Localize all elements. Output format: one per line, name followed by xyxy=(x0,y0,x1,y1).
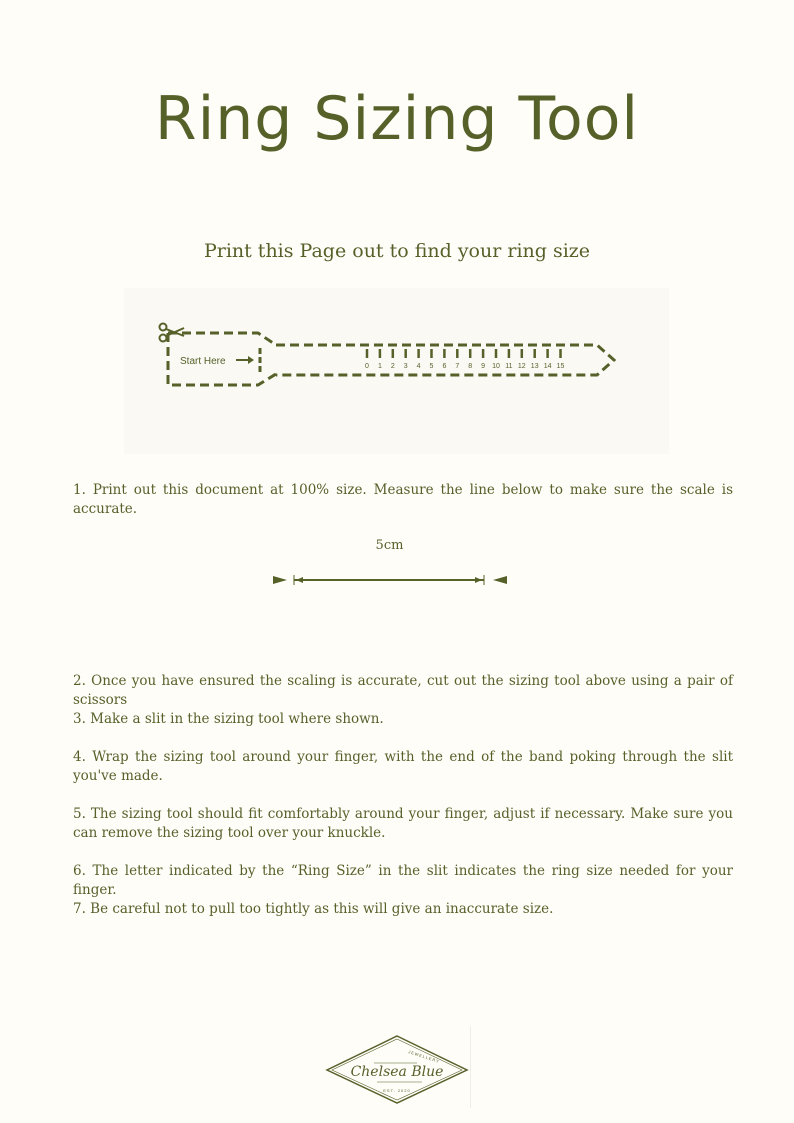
scale-number: 8 xyxy=(468,363,473,370)
measure-line xyxy=(270,568,510,592)
step-3: 3. Make a slit in the sizing tool where shown. xyxy=(73,711,384,727)
scale-number: 1 xyxy=(377,363,382,370)
step-7: 7. Be careful not to pull too tightly as this will give an inaccurate size. xyxy=(73,901,554,917)
scale-number: 10 xyxy=(492,363,500,370)
logo-top-text: JEWELLERY xyxy=(407,1049,441,1065)
sizing-tool-panel xyxy=(124,288,669,454)
scale-number: 4 xyxy=(416,363,421,370)
scissors-icon xyxy=(160,324,185,342)
step-6: 6. The letter indicated by the “Ring Size” in the slit indicates the ring size needed for your finger. xyxy=(73,863,733,898)
right-pointer-icon xyxy=(493,576,507,584)
logo-bottom-text: EST. 2020 xyxy=(383,1088,411,1093)
cut-line-top-left xyxy=(168,333,276,345)
measure-label: 5cm xyxy=(375,538,404,553)
scale-number: 11 xyxy=(505,363,513,370)
page-title: Ring Sizing Tool xyxy=(154,84,640,154)
sizing-tool-graphic xyxy=(124,288,669,454)
scale-number: 9 xyxy=(481,363,486,370)
left-pointer-icon xyxy=(273,576,287,584)
scale-number: 15 xyxy=(556,363,565,370)
chelsea-blue-logo xyxy=(322,1026,472,1108)
scale-number: 7 xyxy=(455,363,460,370)
scale-number: 0 xyxy=(365,363,369,370)
step-4: 4. Wrap the sizing tool around your finger, with the end of the band poking through the slit you've made. xyxy=(73,749,733,784)
scale-number: 3 xyxy=(403,363,408,370)
step-2: 2. Once you have ensured the scaling is accurate, cut out the sizing tool above using a pair of scissors xyxy=(73,673,733,708)
scale-number: 14 xyxy=(543,363,552,370)
scale-number: 5 xyxy=(429,363,434,370)
step-1: 1. Print out this document at 100% size. Measure the line below to make sure the scale is accurate. xyxy=(73,482,733,517)
arrow-right-icon xyxy=(236,356,254,364)
scale-ticks xyxy=(365,349,564,370)
page-subtitle: Print this Page out to find your ring size xyxy=(203,240,591,262)
logo-brand: Chelsea Blue xyxy=(350,1064,444,1080)
scale-number: 6 xyxy=(442,363,447,370)
scale-number: 12 xyxy=(517,363,526,370)
step-5: 5. The sizing tool should fit comfortably around your finger, adjust if necessary. Make sure you can remove the sizing tool over your knuckle. xyxy=(73,806,733,841)
scale-number: 2 xyxy=(390,363,395,370)
scale-number: 13 xyxy=(530,363,539,370)
start-here-label: Start Here xyxy=(180,356,226,367)
